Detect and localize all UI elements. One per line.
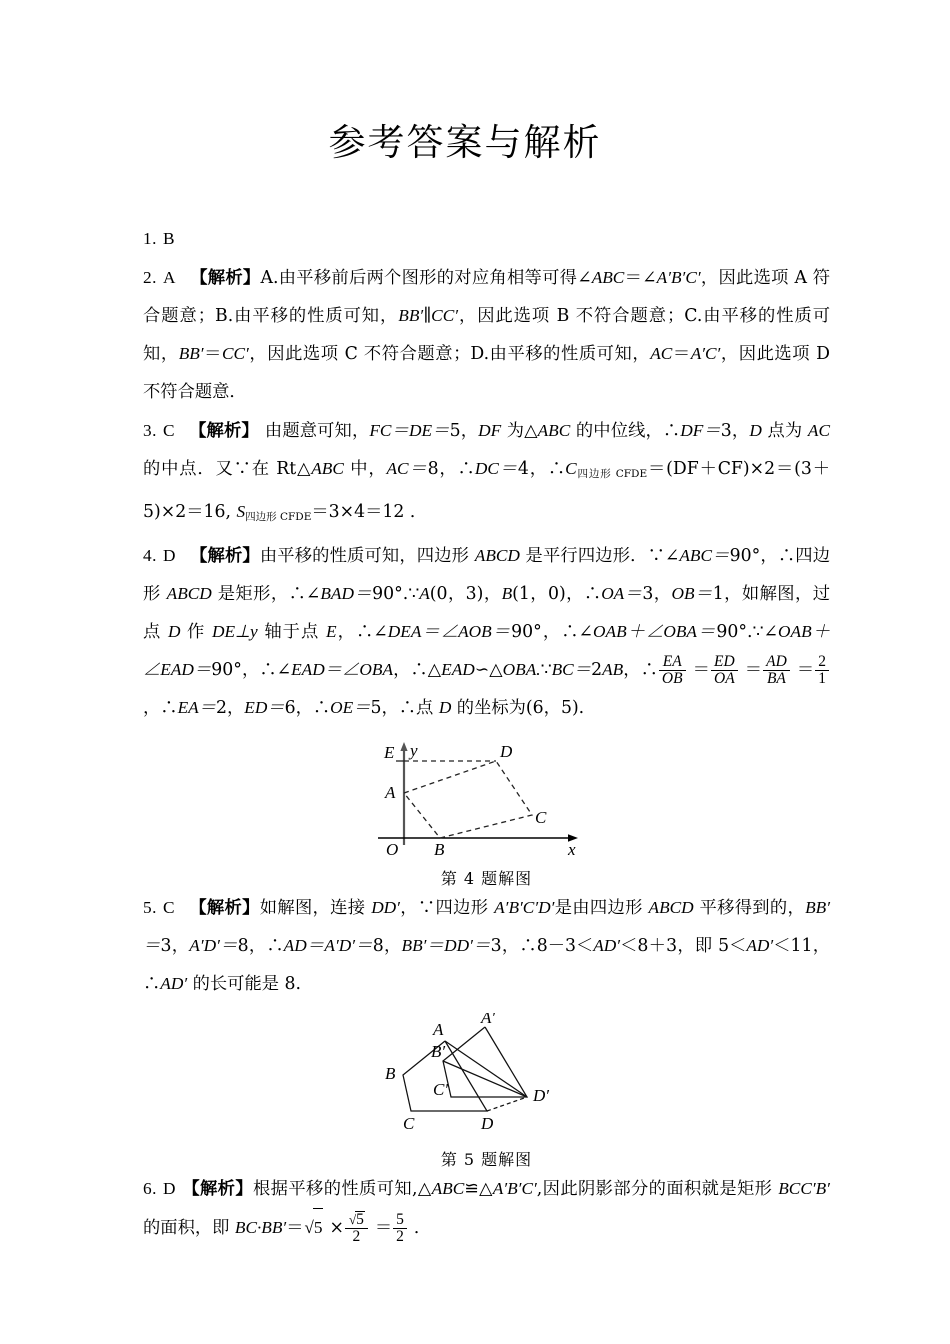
explanation-text: 由平移的性质可知，四边形	[259, 546, 475, 566]
explanation-text: 5，	[449, 421, 479, 441]
explanation-text: 的中点．又∵在 Rt△	[143, 459, 312, 479]
math-term: D	[438, 698, 452, 717]
answer-item-4	[143, 537, 830, 727]
explanation-text: 点为	[761, 421, 808, 441]
answer-number: 5.	[143, 898, 157, 917]
explanation-text: ∵	[540, 660, 552, 680]
segment-a-dprime	[445, 1041, 527, 1097]
math-term: EAD＝∠OBA	[291, 660, 393, 679]
explanation-text: 8，	[372, 936, 402, 956]
math-term: A′B′C′	[656, 268, 701, 287]
explanation-text: ∽△	[474, 660, 503, 680]
math-term: AB	[602, 660, 624, 679]
math-term: DF	[478, 421, 502, 440]
math-term: AC	[807, 421, 830, 440]
point-label-A-prime: A′	[480, 1013, 495, 1027]
figure-5-caption: 第 5 题解图	[440, 1150, 533, 1169]
explanation-text: ＝	[286, 1218, 304, 1238]
explanation-text: ，因此选项 C 不符合题意；D.由平移的性质可知，	[248, 344, 651, 364]
point-label-E: E	[383, 743, 394, 762]
math-term: DD′	[371, 898, 400, 917]
explanation-text: ，∴	[143, 698, 178, 718]
math-term: ABC	[431, 1179, 465, 1198]
answer-item-6	[143, 1170, 830, 1247]
math-term: OB＝	[671, 584, 713, 603]
explanation-text: (0，3)，	[429, 584, 502, 604]
math-term: D	[749, 421, 762, 440]
math-term: AC＝	[386, 459, 428, 478]
explanation-text: 6，∴	[284, 698, 331, 718]
fraction-ed-oa: $\frac{ED}{OA}$	[711, 654, 738, 687]
math-term: DEA＝∠AOB＝	[387, 622, 512, 641]
explanation-text: 3，∴8－3＜	[490, 936, 594, 956]
explanation-text: (1，0)，∴	[512, 584, 602, 604]
explanation-text: ，∴△	[393, 660, 442, 680]
sqrt-five: √5	[304, 1208, 324, 1247]
math-term: S	[236, 502, 246, 521]
explanation-text: 轴于点	[257, 622, 326, 642]
times-sign: ×	[329, 1218, 344, 1238]
point-label-C-prime: C′	[432, 1080, 448, 1099]
rectangle-abcd	[404, 761, 532, 838]
figure-4-caption: 第 4 题解图	[440, 869, 533, 888]
explanation-text: ,因此阴影部分的面积就是矩形	[536, 1179, 779, 1199]
answer-number: 1.	[143, 229, 157, 248]
math-term: OA＝	[601, 584, 643, 603]
explanation-text: 如解图，连接	[259, 898, 372, 918]
math-term: D	[167, 622, 181, 641]
answer-number: 2.	[143, 268, 157, 287]
math-term: OAB＋∠EAD＝	[143, 622, 830, 679]
explanation-text: 的中位线，∴	[570, 421, 681, 441]
explanation-text: 8，∴	[237, 936, 284, 956]
point-label-A: A	[384, 783, 395, 802]
point-label-C: C	[402, 1114, 414, 1133]
math-term: EA＝	[177, 698, 216, 717]
math-term: DF＝	[680, 421, 721, 440]
explanation-text: 根据平移的性质可知,△	[253, 1179, 432, 1199]
explanation-text: 为△	[501, 421, 538, 441]
math-term: EAD	[441, 660, 475, 679]
explanation-text: ＝	[672, 344, 691, 364]
math-term: DE⊥y	[211, 622, 258, 641]
explanation-text: 2，	[215, 698, 245, 718]
math-term: BAD＝	[320, 584, 373, 603]
y-axis-arrow	[400, 742, 407, 751]
explanation-text: 的面积，即	[143, 1218, 235, 1238]
figure-4	[143, 737, 830, 889]
explanation-text: 1，如解图，过点	[143, 584, 831, 642]
explanation-label: 【解析】	[181, 1179, 254, 1199]
figure-5	[143, 1013, 830, 1170]
fraction-two-one: $\frac{2}{1}$	[815, 654, 829, 687]
equals-sign: ＝	[374, 1218, 393, 1238]
point-label-B: B	[433, 840, 444, 857]
math-term: FC＝DE＝	[369, 421, 450, 440]
explanation-text: 90°，∴∠	[511, 622, 594, 642]
math-term: CC′	[222, 344, 249, 363]
equals-sign: ＝	[796, 660, 815, 680]
explanation-text: ，因此选项 B 不符合题意；C.由平移的性质可知，	[143, 306, 830, 364]
explanation-text: 90°.∵∠	[716, 622, 779, 642]
answer-item-1	[143, 220, 830, 258]
math-term: ABCD	[474, 546, 520, 565]
explanation-text: ．	[413, 1218, 432, 1238]
axis-label-x: x	[567, 840, 576, 857]
explanation-text: ，∴	[623, 660, 658, 680]
math-term: AD＝A′D′＝	[283, 936, 373, 955]
answer-choice: D	[162, 1179, 176, 1198]
fraction-ad-ba: $\frac{AD}{BA}$	[763, 654, 790, 687]
answer-choice: C	[162, 898, 175, 917]
math-term: AC	[650, 344, 673, 363]
math-term: BCC′B′	[778, 1179, 830, 1198]
explanation-text: 90°，∴∠	[211, 660, 292, 680]
explanation-text: ＜11，∴	[143, 936, 830, 994]
explanation-text: 8，∴	[427, 459, 475, 479]
explanation-text: 4，∴	[517, 459, 566, 479]
fraction-five-over-two: $\frac{5}{2}$	[393, 1212, 407, 1245]
explanation-label: 【解析】	[189, 421, 259, 441]
point-label-O: O	[385, 840, 398, 857]
explanation-text: 是矩形，∴∠	[211, 584, 321, 604]
equals-sign: ＝	[692, 660, 711, 680]
explanation-text: ，因此选项 D 不符合题意．	[143, 344, 830, 402]
math-term: ABCD	[648, 898, 694, 917]
math-term: OBA.	[502, 660, 541, 679]
answer-item-5	[143, 889, 830, 1003]
explanation-text: ＝(DF＋CF)×2＝(3＋5)×2＝16,	[143, 459, 830, 522]
answer-item-3	[143, 412, 830, 536]
explanation-text: 3，	[720, 421, 750, 441]
math-term: ED＝	[244, 698, 285, 717]
math-term: C	[565, 459, 577, 478]
math-subscript: 四边形 CFDE	[245, 511, 312, 523]
explanation-text: ，∵四边形	[399, 898, 495, 918]
fraction-ea-ob: $\frac{EA}{OB}$	[659, 654, 686, 687]
math-term: BB′＝	[143, 898, 831, 955]
math-term: AD′	[746, 936, 774, 955]
point-label-B: B	[384, 1064, 395, 1083]
explanation-text: ＝	[203, 344, 222, 364]
answer-choice: C	[162, 421, 175, 440]
explanation-text: 作	[180, 622, 212, 642]
explanation-text: 的长可能是 8.	[187, 974, 302, 994]
math-term: E	[326, 622, 337, 641]
math-term: BB′	[178, 344, 204, 363]
explanation-text: 中，	[343, 459, 387, 479]
explanation-text: ∥	[423, 306, 432, 326]
math-term: BC＝	[551, 660, 592, 679]
math-term: ABCD	[166, 584, 212, 603]
math-term: DC＝	[474, 459, 518, 478]
answer-number: 6.	[143, 1179, 157, 1198]
explanation-text: ，∴∠	[336, 622, 388, 642]
math-term: ABC	[591, 268, 625, 287]
math-term: CC′	[431, 306, 459, 325]
math-term: BB′	[398, 306, 424, 325]
math-term: BB′＝DD′＝	[401, 936, 491, 955]
explanation-text: ，因此选项 A 符合题意；B.由平移的性质可知，	[143, 268, 831, 326]
explanation-text: 是由四边形	[554, 898, 649, 918]
math-term: A′B′C′	[492, 1179, 537, 1198]
math-term: OE＝	[330, 698, 371, 717]
math-term: AD′	[160, 974, 188, 993]
explanation-text: 3，	[160, 936, 190, 956]
explanation-text: 3，	[642, 584, 672, 604]
math-term: A′C′	[690, 344, 721, 363]
math-term: BC·BB′	[234, 1218, 287, 1237]
explanation-text: 90°.∵	[372, 584, 420, 604]
explanation-text: 平移得到的，	[693, 898, 806, 918]
math-term: A′D′＝	[189, 936, 238, 955]
answers-body	[0, 220, 950, 1247]
answer-number: 4.	[143, 546, 157, 565]
answer-choice: A	[162, 268, 176, 287]
answer-number: 3.	[143, 421, 157, 440]
explanation-text: 2	[591, 660, 603, 680]
segment-bprime-dprime	[443, 1061, 527, 1097]
point-label-A: A	[432, 1020, 443, 1039]
explanation-text: 90°，∴四边形	[143, 546, 830, 604]
explanation-text: 的坐标为(6，5).	[451, 698, 585, 718]
figure-4-graphic	[372, 737, 602, 857]
explanation-text: ＝∠	[624, 268, 657, 288]
explanation-text: A.由平移前后两个图形的对应角相等可得∠	[260, 268, 592, 288]
math-term: A	[419, 584, 430, 603]
math-term: ABC	[537, 421, 571, 440]
math-subscript: 四边形 CFDE	[576, 468, 648, 480]
figure-5-graphic	[367, 1013, 607, 1138]
point-label-D: D	[499, 742, 512, 761]
math-term: B	[501, 584, 513, 603]
explanation-label: 【解析】	[189, 898, 260, 918]
math-term: A′B′C′D′	[494, 898, 555, 917]
explanation-text: ＜8＋3，即 5＜	[620, 936, 747, 956]
answer-choice: B	[162, 229, 175, 248]
point-label-C: C	[534, 808, 546, 827]
point-label-D: D	[480, 1114, 493, 1133]
explanation-label: 【解析】	[189, 268, 261, 288]
explanation-label: 【解析】	[189, 546, 260, 566]
explanation-text: 由题意可知，	[264, 421, 370, 441]
point-label-B-prime: B′	[430, 1042, 445, 1061]
math-term: ABC＝	[679, 546, 730, 565]
equals-sign: ＝	[744, 660, 763, 680]
segment-d-dprime	[487, 1097, 527, 1111]
math-term: ABC	[311, 459, 344, 478]
point-label-D-prime: D′	[532, 1086, 549, 1105]
math-term: OAB＋∠OBA＝	[593, 622, 717, 641]
explanation-text: 是平行四边形．∵∠	[519, 546, 680, 566]
explanation-text: ≌△	[464, 1179, 493, 1199]
answer-choice: D	[162, 546, 176, 565]
math-term: AD′	[593, 936, 621, 955]
page-title: 参考答案与解析	[328, 121, 602, 164]
explanation-text: 5，∴点	[370, 698, 439, 718]
fraction-sqrt5-over-2: $\frac{√5}{2}$	[345, 1211, 368, 1245]
quad-a-prime	[443, 1027, 527, 1097]
explanation-text: ＝3×4＝12 ．	[311, 502, 428, 522]
axis-label-y: y	[409, 741, 418, 760]
answer-item-2	[143, 259, 830, 411]
